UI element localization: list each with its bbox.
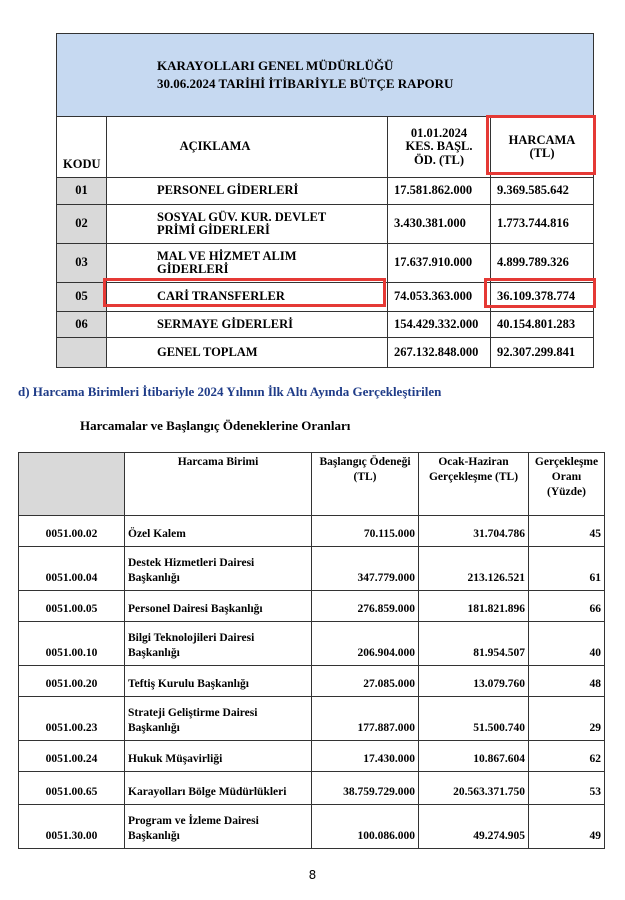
table-row: [57, 312, 594, 338]
highlight-cari-spend: [484, 278, 596, 308]
row-desc: CARİ TRANSFERLER: [107, 283, 388, 312]
unit-rate: 49: [529, 805, 605, 849]
row-budget: 3.430.381.000: [388, 205, 491, 244]
table-row: [57, 178, 594, 205]
report-title: [57, 34, 594, 117]
unit-rate: 53: [529, 772, 605, 805]
unit-realized: 10.867.604: [419, 741, 529, 772]
unit-code: 0051.00.04: [19, 547, 125, 591]
col-header-budget-l1: 01.01.2024: [410, 126, 468, 141]
unit-initial: 38.759.729.000: [312, 772, 419, 805]
row-code: 05: [57, 283, 107, 312]
col-header-aciklama: AÇIKLAMA: [107, 117, 388, 178]
unit-realized: 13.079.760: [419, 666, 529, 697]
unit-rate: 45: [529, 516, 605, 547]
table-row: [19, 516, 605, 547]
highlight-harcama-header: [486, 115, 596, 175]
row-code: 06: [57, 312, 107, 338]
col-header-realized: Ocak-Haziran Gerçekleşme (TL): [419, 453, 529, 516]
row-spend: 36.109.378.774: [491, 283, 594, 312]
unit-name: Teftiş Kurulu Başkanlığı: [125, 666, 312, 697]
unit-initial: 27.085.000: [312, 666, 419, 697]
col-header-spend-l2: (TL): [529, 146, 555, 160]
unit-code: 0051.00.20: [19, 666, 125, 697]
row-spend: 40.154.801.283: [491, 312, 594, 338]
report-title-line1: KARAYOLLARI GENEL MÜDÜRLÜĞÜ: [157, 58, 394, 74]
row-code: 01: [57, 178, 107, 205]
unit-realized: 51.500.740: [419, 697, 529, 741]
table-row: [19, 591, 605, 622]
table-row: [57, 244, 594, 283]
unit-initial: 17.430.000: [312, 741, 419, 772]
unit-rate: 40: [529, 622, 605, 666]
col-header-kodu: KODU: [57, 117, 107, 178]
col-header-rate: Gerçekleşme Oranı (Yüzde): [529, 453, 605, 516]
units-header-row: [19, 453, 605, 516]
table-row: [19, 741, 605, 772]
unit-code: 0051.00.10: [19, 622, 125, 666]
report-title-line2: 30.06.2024 TARİHİ İTİBARİYLE BÜTÇE RAPORU: [157, 76, 454, 91]
total-code-cell: [57, 338, 107, 368]
unit-realized: 49.274.905: [419, 805, 529, 849]
row-spend: 9.369.585.642: [491, 178, 594, 205]
row-desc: [107, 205, 388, 244]
unit-code: 0051.00.24: [19, 741, 125, 772]
unit-initial: 276.859.000: [312, 591, 419, 622]
unit-initial: 70.115.000: [312, 516, 419, 547]
row-budget: 154.429.332.000: [388, 312, 491, 338]
spending-units-table: [18, 452, 605, 849]
unit-name: Personel Dairesi Başkanlığı: [125, 591, 312, 622]
table-row: [19, 805, 605, 849]
table-row: [19, 666, 605, 697]
budget-report-table: [56, 33, 594, 368]
unit-name: Bilgi Teknolojileri Dairesi Başkanlığı: [125, 622, 312, 666]
row-spend: 4.899.789.326: [491, 244, 594, 283]
unit-code: 0051.00.23: [19, 697, 125, 741]
unit-realized: 81.954.507: [419, 622, 529, 666]
section-d-subheading: Harcamalar ve Başlangıç Ödeneklerine Oranları: [80, 418, 351, 433]
unit-rate: 62: [529, 741, 605, 772]
unit-name: Özel Kalem: [125, 516, 312, 547]
row-code: 03: [57, 244, 107, 283]
row-code: 02: [57, 205, 107, 244]
row-budget: 74.053.363.000: [388, 283, 491, 312]
page-number: 8: [308, 868, 317, 882]
unit-name: Program ve İzleme Dairesi Başkanlığı: [125, 805, 312, 849]
highlight-cari-transferler: [103, 278, 386, 307]
unit-initial: 206.904.000: [312, 622, 419, 666]
row-desc: SERMAYE GİDERLERİ: [107, 312, 388, 338]
unit-initial: 177.887.000: [312, 697, 419, 741]
unit-rate: 61: [529, 547, 605, 591]
table-row: [19, 772, 605, 805]
section-d-heading: d) Harcama Birimleri İtibariyle 2024 Yılının İlk Altı Ayında Gerçekleştirilen: [18, 384, 442, 399]
col-header-initial: Başlangıç Ödeneği (TL): [312, 453, 419, 516]
row-spend: 1.773.744.816: [491, 205, 594, 244]
unit-initial: 100.086.000: [312, 805, 419, 849]
row-desc-l1: MAL VE HİZMET ALIM: [157, 248, 297, 263]
col-header-budget-l3: ÖD. (TL): [414, 152, 464, 167]
unit-code: 0051.00.02: [19, 516, 125, 547]
row-desc-l2: PRİMİ GİDERLERİ: [157, 223, 270, 237]
unit-code: 0051.00.05: [19, 591, 125, 622]
table-row: [19, 547, 605, 591]
unit-realized: 20.563.371.750: [419, 772, 529, 805]
unit-name: Strateji Geliştirme Dairesi Başkanlığı: [125, 697, 312, 741]
unit-code: 0051.30.00: [19, 805, 125, 849]
unit-rate: 29: [529, 697, 605, 741]
total-spend: 92.307.299.841: [491, 338, 594, 368]
total-label: GENEL TOPLAM: [107, 338, 388, 368]
unit-name: Destek Hizmetleri Dairesi Başkanlığı: [125, 547, 312, 591]
unit-realized: 213.126.521: [419, 547, 529, 591]
row-desc-l2: GİDERLERİ: [157, 262, 229, 276]
unit-initial: 347.779.000: [312, 547, 419, 591]
row-budget: 17.581.862.000: [388, 178, 491, 205]
unit-name: Karayolları Bölge Müdürlükleri: [125, 772, 312, 805]
col-header-code: [19, 453, 125, 516]
unit-realized: 181.821.896: [419, 591, 529, 622]
table-row: [19, 697, 605, 741]
unit-name: Hukuk Müşavirliği: [125, 741, 312, 772]
row-desc: [107, 244, 388, 283]
unit-realized: 31.704.786: [419, 516, 529, 547]
col-header-budget: [388, 117, 491, 178]
row-budget: 17.637.910.000: [388, 244, 491, 283]
row-desc: PERSONEL GİDERLERİ: [107, 178, 388, 205]
total-budget: 267.132.848.000: [388, 338, 491, 368]
col-header-spend-l1: HARCAMA: [508, 132, 576, 147]
unit-rate: 66: [529, 591, 605, 622]
unit-rate: 48: [529, 666, 605, 697]
row-desc-l1: SOSYAL GÜV. KUR. DEVLET: [157, 209, 327, 224]
table-row: [19, 622, 605, 666]
unit-code: 0051.00.65: [19, 772, 125, 805]
table-row: [57, 205, 594, 244]
total-row: [57, 338, 594, 368]
col-header-budget-l2: KES. BAŞL.: [405, 139, 473, 154]
col-header-unit: Harcama Birimi: [125, 453, 312, 516]
